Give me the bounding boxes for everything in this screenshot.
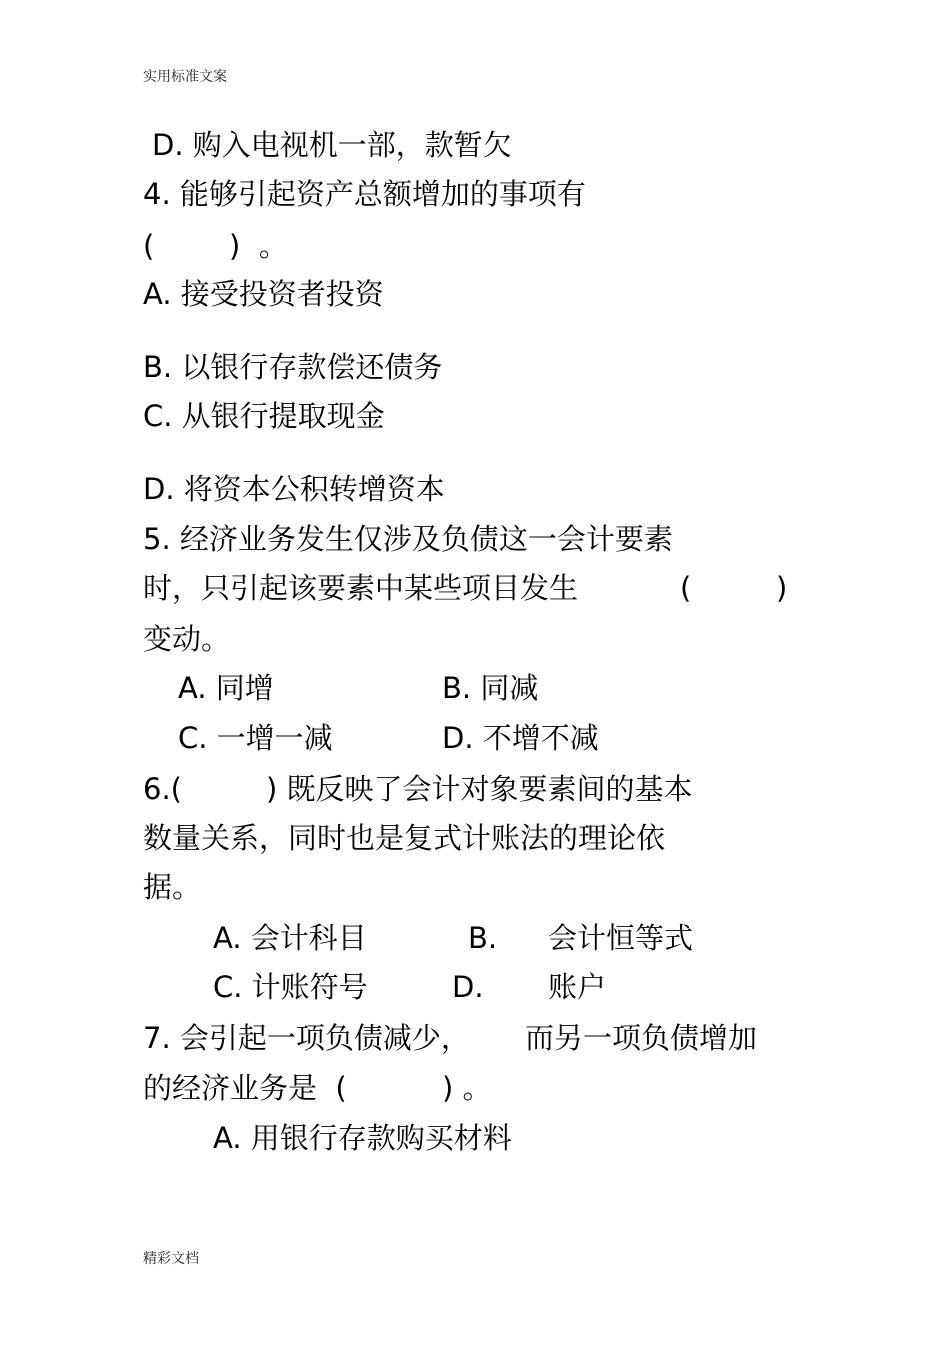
q5-paren-right: ) bbox=[776, 571, 788, 605]
q7-stem-line1b: 而另一项负债增加 bbox=[525, 1021, 758, 1055]
q6-option-b-text: 会计恒等式 bbox=[548, 921, 694, 955]
q5-option-b: B. 同减 bbox=[442, 671, 539, 705]
q4-stem: 4. 能够引起资产总额增加的事项有 bbox=[143, 177, 586, 211]
q4-option-c: C. 从银行提取现金 bbox=[143, 399, 385, 433]
q4-paren-right: ) 。 bbox=[229, 229, 288, 263]
q6-number: 6.( bbox=[143, 772, 182, 806]
q4-paren-left: ( bbox=[143, 229, 155, 263]
q3-option-d: D. 购入电视机一部，款暂欠 bbox=[152, 128, 512, 162]
q5-stem-line3: 变动。 bbox=[143, 622, 231, 656]
q4-option-b: B. 以银行存款偿还债务 bbox=[143, 350, 443, 384]
q4-option-d: D. 将资本公积转增资本 bbox=[143, 472, 445, 506]
q5-paren-left: ( bbox=[680, 571, 692, 605]
q5-option-d: D. 不增不减 bbox=[442, 721, 599, 755]
q6-stem-line2: 数量关系，同时也是复式计账法的理论依 bbox=[143, 821, 666, 855]
q5-option-a: A. 同增 bbox=[178, 671, 274, 705]
page-header: 实用标准文案 bbox=[143, 69, 227, 85]
page-footer: 精彩文档 bbox=[143, 1251, 199, 1267]
q7-paren-right: ) 。 bbox=[442, 1071, 492, 1105]
q4-option-a: A. 接受投资者投资 bbox=[143, 277, 384, 311]
q6-option-c: C. 计账符号 bbox=[213, 970, 368, 1004]
q6-stem-line3: 据。 bbox=[143, 870, 202, 904]
q7-stem-line1a: 7. 会引起一项负债减少， bbox=[143, 1021, 470, 1055]
q7-option-a: A. 用银行存款购买材料 bbox=[213, 1121, 512, 1155]
q6-option-a: A. 会计科目 bbox=[213, 921, 367, 955]
q6-option-d-letter: D. bbox=[452, 970, 484, 1004]
q5-stem-line1: 5. 经济业务发生仅涉及负债这一会计要素 bbox=[143, 522, 673, 556]
q6-stem-line1: ) 既反映了会计对象要素间的基本 bbox=[266, 772, 693, 806]
q6-option-b-letter: B. bbox=[468, 921, 498, 955]
q6-option-d-text: 账户 bbox=[548, 970, 607, 1004]
q5-stem-line2: 时，只引起该要素中某些项目发生 bbox=[143, 571, 579, 605]
q7-stem-line2: 的经济业务是 ( bbox=[143, 1071, 347, 1105]
q5-option-c: C. 一增一减 bbox=[178, 721, 333, 755]
